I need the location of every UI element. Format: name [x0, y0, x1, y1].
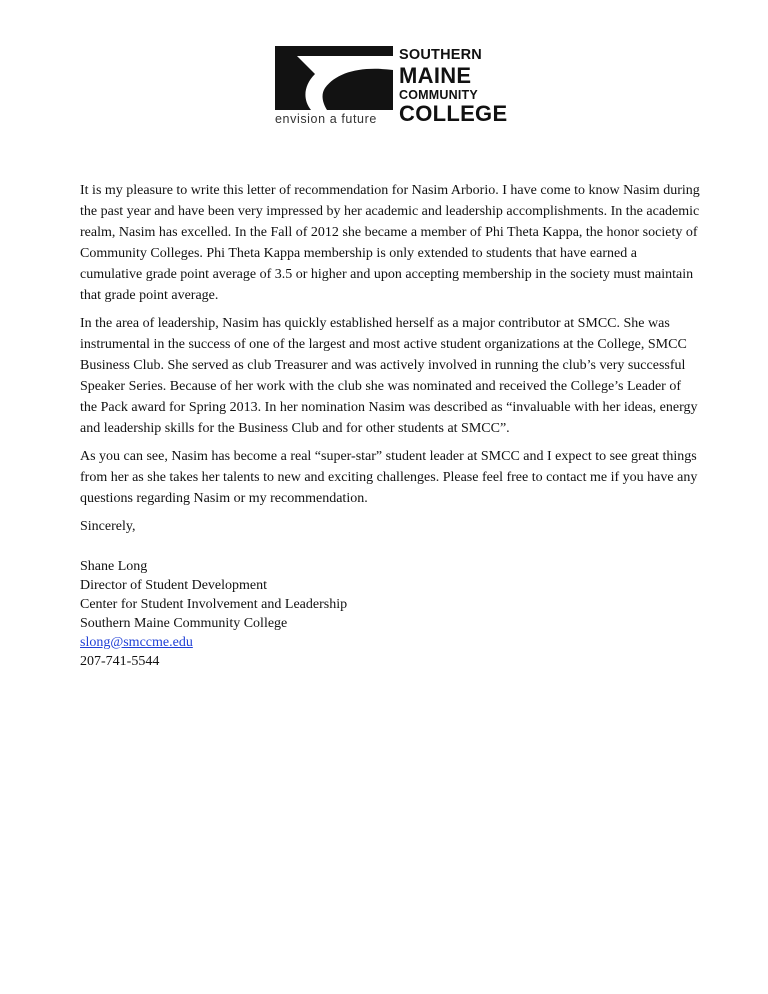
logo-name-line1: SOUTHERN	[399, 47, 482, 63]
closing: Sincerely,	[80, 519, 136, 534]
signer-title: Director of Student Development	[80, 578, 268, 593]
logo-college-name	[399, 48, 507, 125]
logo-name-line3: COMMUNITY	[399, 87, 478, 102]
signer-department: Center for Student Involvement and Leadership	[80, 597, 348, 612]
logo-name-line4: COLLEGE	[399, 101, 508, 126]
email-link[interactable]: slong@smccme.edu	[80, 635, 193, 650]
signer-institution: Southern Maine Community College	[80, 616, 288, 631]
paragraph-intro: It is my pleasure to write this letter of recommendation for Nasim Arborio. I have come to know Nasim during the past year and have been very impressed by her academic and leadership accomplishments. In the academic realm, Nasim has excelled. In the Fall of 2012 she became a member of Phi Theta Kappa, the honor society of Community Colleges. Phi Theta Kappa membership is only extended to students that have earned a cumulative grade point average of 3.5 or higher and upon accepting membership in the society must maintain that grade point average.	[80, 183, 700, 303]
signature-block	[80, 557, 700, 671]
college-logo	[275, 46, 508, 130]
signer-name: Shane Long	[80, 559, 148, 574]
paragraph-leadership: In the area of leadership, Nasim has quickly established herself as a major contributor at SMCC. She was instrumental in the success of one of the largest and most active student organizations at the College, SMCC Business Club. She served as club Treasurer and was actively involved in running the club’s very successful Speaker Series. Because of her work with the club she was nominated and received the College’s Leader of the Pack award for Spring 2013. In her nomination Nasim was described as “invaluable with her ideas, energy and leadership skills for the Business Club and for other students at SMCC”.	[80, 316, 698, 436]
signer-phone: 207-741-5544	[80, 654, 160, 669]
paragraph-conclusion: As you can see, Nasim has become a real “super-star” student leader at SMCC and I expect to see great things from her as she takes her talents to new and exciting challenges. Please feel free to contact me if you have any questions regarding Nasim or my recommendation.	[80, 449, 698, 506]
logo-tagline: envision a future	[275, 112, 377, 126]
logo-name-line2: MAINE	[399, 62, 472, 88]
smcc-logo-mark	[275, 46, 393, 110]
letter-body	[80, 180, 700, 671]
